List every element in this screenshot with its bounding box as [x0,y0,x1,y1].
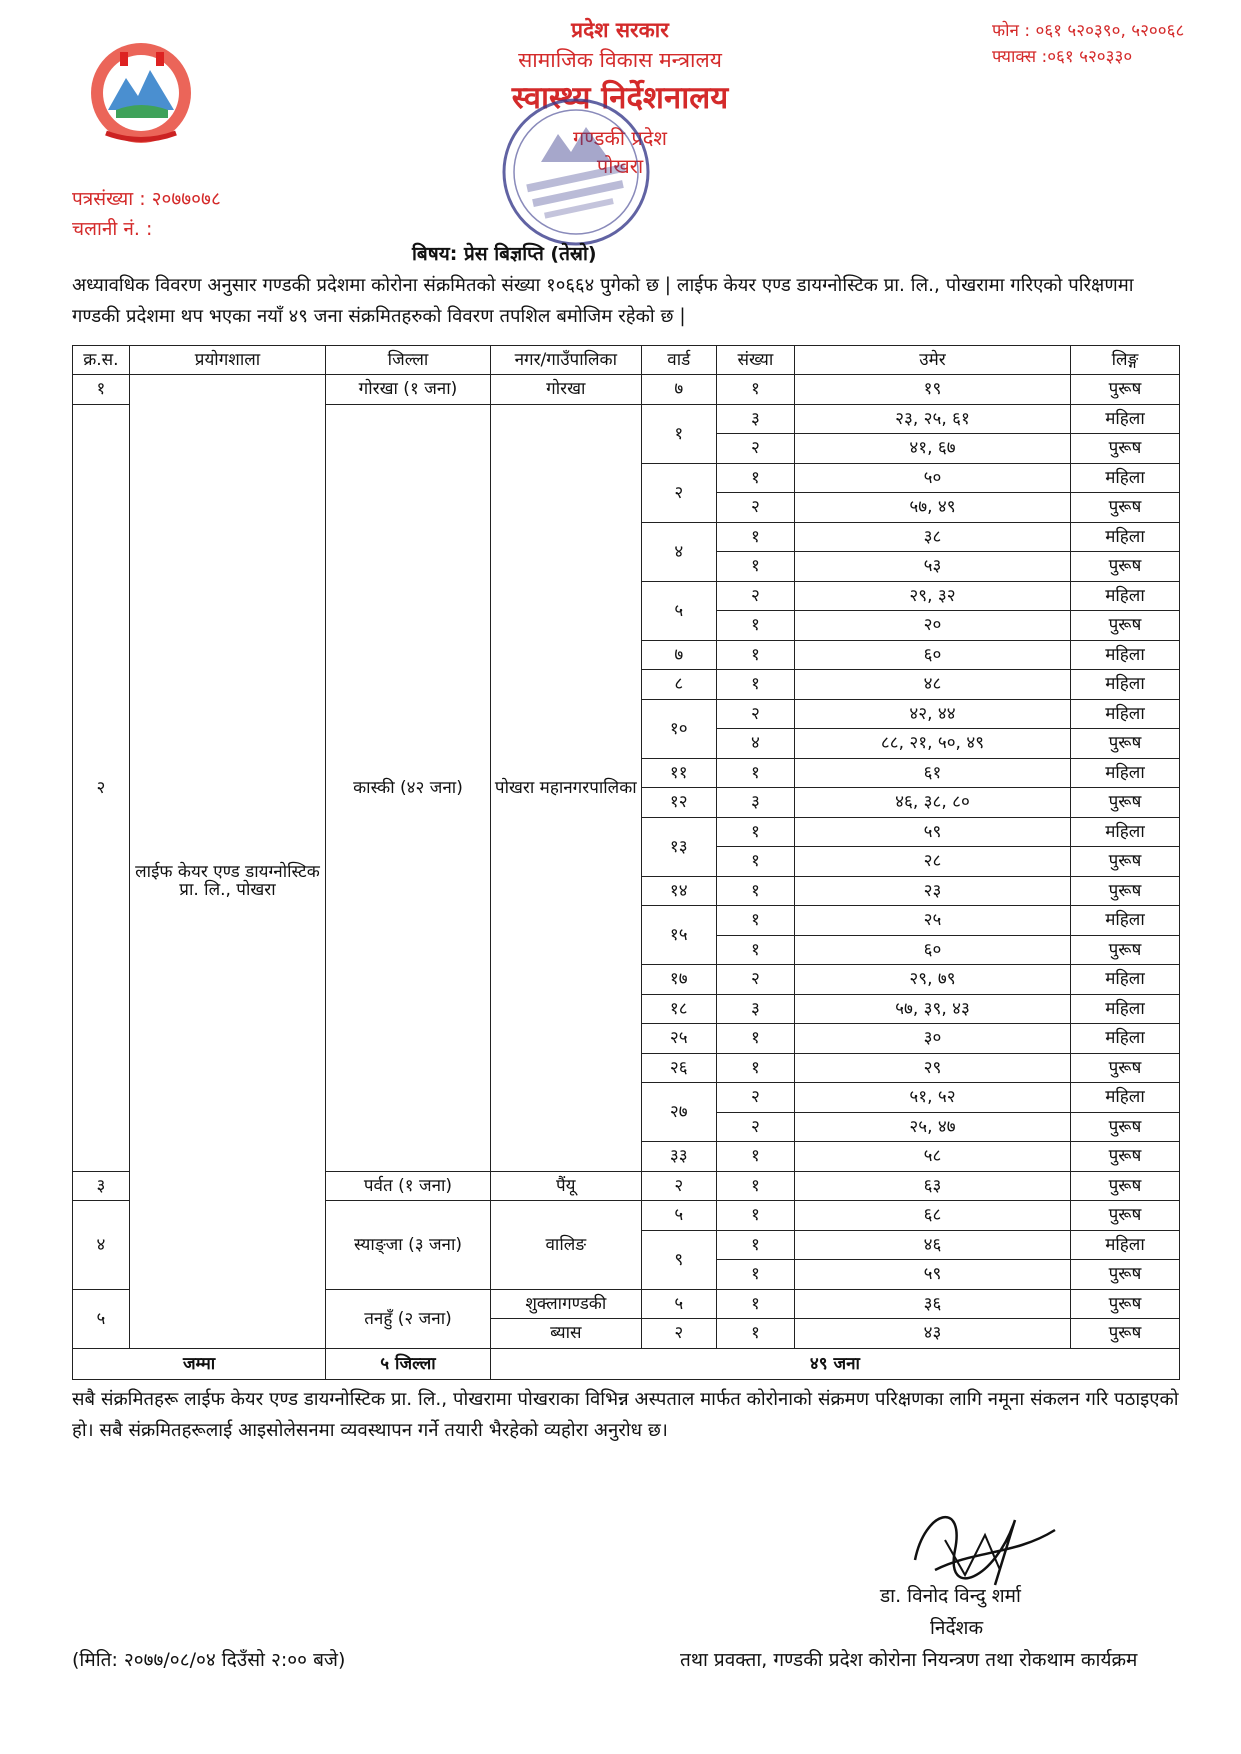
count-cell: १ [716,758,794,788]
footer-date: (मिति: २०७७/०८/०४ दिउँसो २:०० बजे) [72,1649,346,1671]
column-header: नगर/गाउँपालिका [490,346,641,375]
ward-cell: ५ [641,581,716,640]
sex-cell: पुरूष [1070,1319,1179,1349]
ward-cell: २ [641,1171,716,1201]
ages-cell: ३६ [795,1289,1071,1319]
ages-cell: ८८, २१, ५०, ४९ [795,729,1071,759]
ward-cell: ८ [641,670,716,700]
ward-cell: ११ [641,758,716,788]
sex-cell: पुरूष [1070,1260,1179,1290]
table-header-row [73,346,1180,375]
subject-line: बिषय: प्रेस बिज्ञप्ति (तेस्रो) [412,243,597,265]
ward-cell: ४ [641,522,716,581]
sex-cell: महिला [1070,994,1179,1024]
ages-cell: २९, ३२ [795,581,1071,611]
ages-cell: २० [795,611,1071,641]
serial-number-cell: १ [73,375,130,405]
ages-cell: ५९ [795,1260,1071,1290]
municipality-cell: पोखरा महानगरपालिका [490,404,641,1171]
count-cell: १ [716,1319,794,1349]
ages-cell: ४८ [795,670,1071,700]
ages-cell: ६० [795,935,1071,965]
serial-number-cell: ५ [73,1289,130,1348]
ward-cell: ९ [641,1230,716,1289]
ages-cell: ५७, ४९ [795,493,1071,523]
count-cell: १ [716,876,794,906]
ward-cell: ७ [641,375,716,405]
sex-cell: महिला [1070,522,1179,552]
ward-cell: २५ [641,1024,716,1054]
ward-cell: १८ [641,994,716,1024]
count-cell: १ [716,1201,794,1231]
ages-cell: ५७, ३९, ४३ [795,994,1071,1024]
serial-number-cell: २ [73,404,130,1171]
sex-cell: पुरूष [1070,788,1179,818]
city-heading: पोखरा [596,154,644,178]
lab-cell: लाईफ केयर एण्ड डायग्नोस्टिक प्रा. लि., पोखरा [129,375,325,1349]
sex-cell: महिला [1070,404,1179,434]
ward-cell: १० [641,699,716,758]
count-cell: ४ [716,729,794,759]
ward-cell: ५ [641,1201,716,1231]
count-cell: ३ [716,994,794,1024]
ward-cell: १७ [641,965,716,995]
count-cell: १ [716,375,794,405]
count-cell: १ [716,1053,794,1083]
count-cell: २ [716,1083,794,1113]
ward-cell: ७ [641,640,716,670]
sex-cell: महिला [1070,1230,1179,1260]
ages-cell: २५ [795,906,1071,936]
count-cell: ३ [716,788,794,818]
ages-cell: २८ [795,847,1071,877]
serial-number-cell: ४ [73,1201,130,1290]
sex-cell: पुरूष [1070,552,1179,582]
closing-paragraph: सबै संक्रमितहरू लाईफ केयर एण्ड डायग्नोस्टिक प्रा. लि., पोखरामा पोखराका विभिन्न अस्पताल मार्फत कोरोनाको संक्रमण परिक्षणका लागि नमूना संकलन गरि पठाइएको हो। सबै संक्रमितहरूलाई आइसोलेसनमा व्यवस्थापन गर्ने तयारी भैरहेको व्यहोरा अनुरोध छ। [72,1389,1179,1441]
count-cell: १ [716,1230,794,1260]
ages-cell: ५८ [795,1142,1071,1172]
district-cell: पर्वत (१ जना) [326,1171,491,1201]
ministry-heading: सामाजिक विकास मन्त्रालय [518,48,722,72]
count-cell: १ [716,1142,794,1172]
office-seal-icon [496,92,656,252]
ward-cell: २ [641,1319,716,1349]
column-header: उमेर [795,346,1071,375]
total-cases: ४९ जना [490,1348,1179,1379]
column-header: लिङ्ग [1070,346,1179,375]
ward-cell: १ [641,404,716,463]
ages-cell: ४६ [795,1230,1071,1260]
column-header: वार्ड [641,346,716,375]
ages-cell: ४३ [795,1319,1071,1349]
ages-cell: ४१, ६७ [795,434,1071,464]
district-cell: गोरखा (१ जना) [326,375,491,405]
municipality-cell: गोरखा [490,375,641,405]
signatory-name: डा. विनोद विन्दु शर्मा [880,1585,1021,1607]
cases-table [72,345,1180,1380]
ages-cell: ६१ [795,758,1071,788]
column-header: जिल्ला [326,346,491,375]
sex-cell: महिला [1070,1024,1179,1054]
sex-cell: पुरूष [1070,1201,1179,1231]
ages-cell: ५१, ५२ [795,1083,1071,1113]
letter-number: पत्रसंख्या : २०७७०७८ [72,188,221,210]
ages-cell: २३, २५, ६१ [795,404,1071,434]
province-heading: गण्डकी प्रदेश [573,126,667,150]
column-header: संख्या [716,346,794,375]
contact-info [992,18,1184,70]
count-cell: २ [716,965,794,995]
count-cell: २ [716,1112,794,1142]
count-cell: १ [716,552,794,582]
ages-cell: २५, ४७ [795,1112,1071,1142]
count-cell: १ [716,817,794,847]
column-header: क्र.स. [73,346,130,375]
ages-cell: ५९ [795,817,1071,847]
sex-cell: महिला [1070,699,1179,729]
count-cell: १ [716,1171,794,1201]
ages-cell: २३ [795,876,1071,906]
sex-cell: महिला [1070,817,1179,847]
ward-cell: १४ [641,876,716,906]
ages-cell: ६३ [795,1171,1071,1201]
district-cell: तनहुँ (२ जना) [326,1289,491,1348]
footer-role: तथा प्रवक्ता, गण्डकी प्रदेश कोरोना नियन्त्रण तथा रोकथाम कार्यक्रम [680,1649,1138,1671]
phone-number: फोन : ०६१ ५२०३९०, ५२००६८ [992,21,1185,41]
table-total-row [73,1348,1180,1379]
department-heading: स्वास्थ्य निर्देशनालय [511,80,729,116]
count-cell: १ [716,611,794,641]
municipality-cell: पैंयू [490,1171,641,1201]
total-districts: ५ जिल्ला [326,1348,491,1379]
government-heading: प्रदेश सरकार [571,18,669,42]
signatory-title: निर्देशक [930,1617,984,1639]
sex-cell: महिला [1070,670,1179,700]
sex-cell: महिला [1070,640,1179,670]
sex-cell: पुरूष [1070,1112,1179,1142]
ward-cell: २ [641,463,716,522]
sex-cell: पुरूष [1070,611,1179,641]
count-cell: १ [716,1024,794,1054]
total-label: जम्मा [73,1348,326,1379]
ages-cell: ५३ [795,552,1071,582]
municipality-cell: शुक्लागण्डकी [490,1289,641,1319]
sex-cell: पुरूष [1070,847,1179,877]
count-cell: २ [716,434,794,464]
ward-cell: १५ [641,906,716,965]
sex-cell: पुरूष [1070,1142,1179,1172]
ages-cell: ५० [795,463,1071,493]
count-cell: २ [716,493,794,523]
municipality-cell: ब्यास [490,1319,641,1349]
count-cell: ३ [716,404,794,434]
sex-cell: पुरूष [1070,729,1179,759]
sex-cell: महिला [1070,758,1179,788]
district-cell: कास्की (४२ जना) [326,404,491,1171]
count-cell: १ [716,463,794,493]
sex-cell: पुरूष [1070,493,1179,523]
count-cell: १ [716,847,794,877]
intro-paragraph: अध्यावधिक विवरण अनुसार गण्डकी प्रदेशमा कोरोना संक्रमितको संख्या १०६६४ पुगेको छ | लाईफ केयर एण्ड डायग्नोस्टिक प्रा. लि., पोखरामा गरिएको परिक्षणमा गण्डकी प्रदेशमा थप भएका नयाँ ४९ जना संक्रमितहरुको विवरण तपशिल बमोजिम रहेको छ | [72,275,1134,327]
count-cell: १ [716,1260,794,1290]
ages-cell: २९, ७९ [795,965,1071,995]
ward-cell: २७ [641,1083,716,1142]
ages-cell: ३० [795,1024,1071,1054]
ward-cell: ५ [641,1289,716,1319]
count-cell: १ [716,935,794,965]
fax-number: फ्याक्स :०६१ ५२०३३० [992,47,1133,67]
ages-cell: ६८ [795,1201,1071,1231]
district-cell: स्याङ्जा (३ जना) [326,1201,491,1290]
dispatch-number: चलानी नं. : [72,218,153,240]
sex-cell: पुरूष [1070,434,1179,464]
sex-cell: पुरूष [1070,1171,1179,1201]
sex-cell: पुरूष [1070,1289,1179,1319]
ward-cell: १२ [641,788,716,818]
sex-cell: पुरूष [1070,876,1179,906]
sex-cell: पुरूष [1070,935,1179,965]
sex-cell: महिला [1070,1083,1179,1113]
table-row [73,375,1180,405]
ages-cell: ४६, ३८, ८० [795,788,1071,818]
reference-numbers [72,184,221,244]
count-cell: २ [716,699,794,729]
sex-cell: महिला [1070,463,1179,493]
ages-cell: ४२, ४४ [795,699,1071,729]
count-cell: १ [716,1289,794,1319]
count-cell: १ [716,640,794,670]
ward-cell: १३ [641,817,716,876]
column-header: प्रयोगशाला [129,346,325,375]
nepal-emblem-icon [86,38,196,148]
sex-cell: महिला [1070,965,1179,995]
municipality-cell: वालिङ [490,1201,641,1290]
ages-cell: २९ [795,1053,1071,1083]
count-cell: १ [716,670,794,700]
sex-cell: महिला [1070,906,1179,936]
sex-cell: महिला [1070,581,1179,611]
ages-cell: ३८ [795,522,1071,552]
sex-cell: पुरूष [1070,1053,1179,1083]
ages-cell: १९ [795,375,1071,405]
count-cell: २ [716,581,794,611]
count-cell: १ [716,522,794,552]
sex-cell: पुरूष [1070,375,1179,405]
ward-cell: २६ [641,1053,716,1083]
count-cell: १ [716,906,794,936]
serial-number-cell: ३ [73,1171,130,1201]
ages-cell: ६० [795,640,1071,670]
ward-cell: ३३ [641,1142,716,1172]
